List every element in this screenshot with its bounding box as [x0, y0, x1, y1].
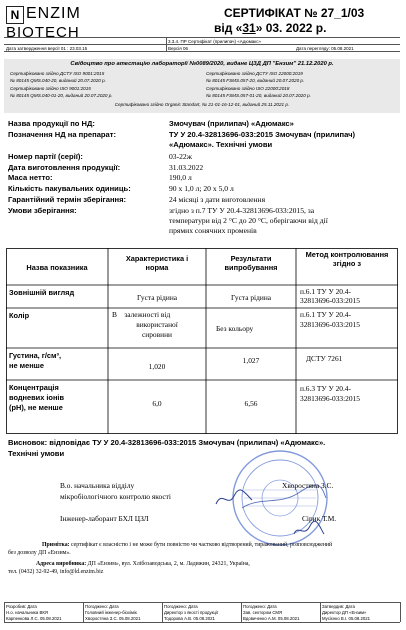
note-line-2: без дозволу ДП «Ензим».: [8, 550, 71, 556]
accreditation-item: № 80145 FSMS.057-20, виданий 20.07.2020 р.: [206, 78, 305, 83]
footer-4-role: Погоджено: Дата: [243, 604, 277, 609]
field-value-nd: ТУ У 20.4-32813696-033:2015 Змочувач (прилипач): [169, 130, 356, 139]
accreditation-item: № 80145 QMS.040-20, виданий 20.07.2020 р.: [10, 78, 106, 83]
doc-reference: 3.3.4. ПР Сертифікат (прилипач) «Адюмакс»: [168, 38, 262, 44]
head-position-line-1: В.о. начальника відділу: [60, 481, 135, 490]
footer-2-name: Хворостяна З.С. 05.08.2021: [85, 616, 141, 621]
footer-2-role: Погоджено: Дата: [85, 604, 119, 609]
footer-vline: [83, 602, 84, 622]
header-vline: [166, 37, 167, 51]
field-value-manufacture-date: 31.03.2022: [169, 163, 204, 172]
footer-2-position: Головний інженер-біохімік: [85, 610, 137, 615]
note-label: Примітка:: [42, 542, 70, 548]
footer-3-name: Тодорова А.В. 05.08.2021: [164, 616, 215, 621]
enzim-biotech-logo: [6, 5, 106, 41]
head-name: Хворостяна З.С.: [282, 481, 334, 490]
date-day: 31: [242, 21, 256, 35]
footer-1-role: Розробив: Дата: [6, 604, 37, 609]
footer-4-position: Зав. сектором СМЯ: [243, 610, 283, 615]
review-date: Дата перегляду: 05.08.2021: [296, 45, 354, 51]
field-value-net-mass: 190,0 л: [169, 173, 192, 182]
address-text: ДП «Ензим», вул. Хлібозаводська, 2, м. Ладижин, 24321, Україна,: [86, 561, 250, 567]
field-label-shelf-life: Гарантійний термін зберігання:: [8, 195, 127, 204]
table-row-2-norm-3: сировини: [142, 330, 172, 339]
header-divider-3: [4, 51, 400, 52]
table-header-norm: Характеристика і норма: [125, 254, 189, 272]
footer-5-role: Затвердив: Дата: [322, 604, 355, 609]
footer-top-border: [4, 602, 400, 603]
footer-vline: [320, 602, 321, 622]
address-label: Адреса виробника:: [36, 561, 87, 567]
address-line: [36, 561, 250, 567]
table-row-1-method: п.6.1 ТУ У 20.4-: [300, 287, 351, 296]
table-row-4-result: 6,56: [244, 399, 258, 408]
footer-5-position: Директор ДП «Ензим»: [322, 610, 367, 615]
field-value-storage-cont: температури від 2 °С до 20 °С, оберігаючи від дії: [169, 216, 328, 225]
footer-vline: [400, 602, 401, 622]
table-row-1-norm: Густа рідина: [136, 293, 178, 302]
conclusion-line-1: Висновок: відповідає ТУ У 20.4-32813696-033:2015 Змочувач (прилипач) «Адюмакс».: [8, 438, 326, 447]
table-row-3-name: Густина, г/см³,: [9, 351, 62, 360]
footer-vline: [241, 602, 242, 622]
table-row-2-method-2: 32813696-033:2015: [300, 320, 360, 329]
accreditation-heading: Свідоцтво про атестацію лабораторії №0089/2020, видане ЦЗД ДП "Ензим" 21.12.2020 р.: [70, 61, 334, 67]
note-text: сертифікат є власністю і не може бути повністю чи частково відтворений, тиражований, розповсюджений: [69, 542, 333, 548]
head-position-line-2: мікробіологічного контролю якості: [60, 492, 171, 501]
results-table: [6, 248, 398, 434]
field-label-nd: Позначення НД на препарат:: [8, 130, 117, 139]
signature-engineer: [292, 520, 326, 540]
table-row-3-norm: 1,020: [148, 362, 166, 371]
field-value-storage-cont-2: прямих сонячних променів: [169, 226, 257, 235]
version-number: Версія 06: [168, 45, 188, 51]
field-value-nd-cont: «Адюмакс». Технічні умови: [169, 140, 273, 149]
date-prefix: від «: [214, 21, 243, 35]
signature-head: [214, 488, 254, 510]
table-row-3-result: 1,027: [242, 356, 260, 365]
accreditation-item: Сертифіковано згідно ДСТУ ISO 9001:2015: [10, 71, 105, 76]
date-mid: » 03.: [255, 21, 283, 35]
field-value-batch: 03-22ж: [169, 152, 192, 161]
field-value-storage: згідно з п.7 ТУ У 20.4-32813696-033:2015, за: [169, 206, 315, 215]
table-row-4-name: Концентрація: [9, 383, 59, 392]
engineer-name: Сірик Т.М.: [302, 514, 337, 523]
accreditation-item: Сертифіковано згідно ISO 22000:2018: [206, 86, 290, 91]
field-label-package-count: Кількість пакувальних одиниць:: [8, 184, 131, 193]
accreditation-item: № 80145 QMS.040-01-20, виданий 20.07.2020 р.: [10, 93, 113, 98]
engineer-position: Інженер-лаборант БХЛ ЦЗЛ: [60, 514, 149, 523]
footer-vline: [162, 602, 163, 622]
certificate-date: [214, 21, 326, 35]
field-value-shelf-life: 24 місяці з дати виготовлення: [169, 195, 266, 204]
table-row-4-norm: 6,0: [152, 399, 162, 408]
date-year: 2022 р.: [285, 21, 327, 35]
accreditation-box: [4, 59, 400, 113]
footer-4-name: Вдовиченко А.М. 05.08.2021: [243, 616, 300, 621]
field-label-manufacture-date: Дата виготовлення продукції:: [8, 163, 121, 172]
footer-bottom-border: [4, 622, 400, 623]
table-row-4-method: п.6.3 ТУ У 20.4-: [300, 384, 351, 393]
table-row-1-method-2: 32813696-033:2015: [300, 296, 360, 305]
phone-email: тел. (0432) 32-92-49, info@ld.enzim.biz: [8, 569, 104, 575]
table-row-1-name: Зовнішній вигляд: [9, 288, 75, 297]
table-header-name: Назва показника: [26, 263, 88, 272]
table-row-2-norm-2: використаної: [136, 320, 178, 329]
logo-enzim: ENZIM: [26, 5, 81, 22]
field-label-net-mass: Маса нетто:: [8, 173, 53, 182]
field-label-batch: Номер партії (серії):: [8, 152, 83, 161]
logo-box: N: [6, 6, 24, 24]
table-row-4-method-2: 32813696-033:2015: [300, 394, 360, 403]
table-header-result: Результати випробування: [224, 254, 278, 272]
field-label-storage: Умови зберігання:: [8, 206, 77, 215]
conclusion-line-2: Технічні умови: [8, 449, 65, 458]
field-value-product-name: Змочувач (прилипач) «Адюмакс»: [169, 119, 294, 128]
accreditation-item: Сертифіковано згідно ISO 9001:2015: [10, 86, 91, 91]
footer-1-position: Н.о. начальника ВКЯ: [6, 610, 48, 615]
note-line-1: [42, 542, 332, 548]
footer-3-role: Погоджено: Дата: [164, 604, 198, 609]
footer-3-position: Директор з якості продукції: [164, 610, 219, 615]
table-header-method: Метод контролювання згідно з: [305, 250, 389, 268]
logo-biotech: BIOTECH: [6, 24, 80, 41]
table-row-2-method: п.6.1 ТУ У 20.4-: [300, 310, 351, 319]
accreditation-item: Сертифіковано згідно ДСТУ ISO 22000:2019: [206, 71, 303, 76]
table-row-4-name-3: (рН), не менше: [9, 403, 63, 412]
footer-vline: [4, 602, 5, 622]
table-row-2-result: Без кольору: [216, 324, 254, 333]
organic-certification: Сертифіковано згідно Organic Standart, № 21-01-16-12-01, виданий 25.11.2021 р.: [114, 102, 290, 107]
table-row-3-method: ДСТУ 7261: [306, 354, 343, 363]
table-row-1-result: Густа рідина: [230, 293, 272, 302]
footer-1-name: Карпенкова Л.С. 05.08.2021: [6, 616, 62, 621]
certificate-title: СЕРТИФІКАТ № 27_1/03: [224, 6, 365, 20]
version-approval-date: Дата затвердження версії 01 : 23.03.15: [6, 45, 88, 51]
table-row-4-name-2: водневих іонів: [9, 393, 65, 402]
footer-5-name: Мусієнко В.І. 05.08.2021: [322, 616, 371, 621]
table-row-3-name-2: не менше: [9, 361, 44, 370]
table-row-2-norm: В залежності від: [112, 310, 171, 319]
field-value-package-count: 90 х 1,0 л; 20 х 5,0 л: [169, 184, 234, 193]
table-row-2-name: Колір: [9, 311, 30, 320]
accreditation-item: № 80145 FSMS.057-01-20, виданий 20.07.2020 р.: [206, 93, 311, 98]
field-label-product-name: Назва продукції по НД:: [8, 119, 95, 128]
